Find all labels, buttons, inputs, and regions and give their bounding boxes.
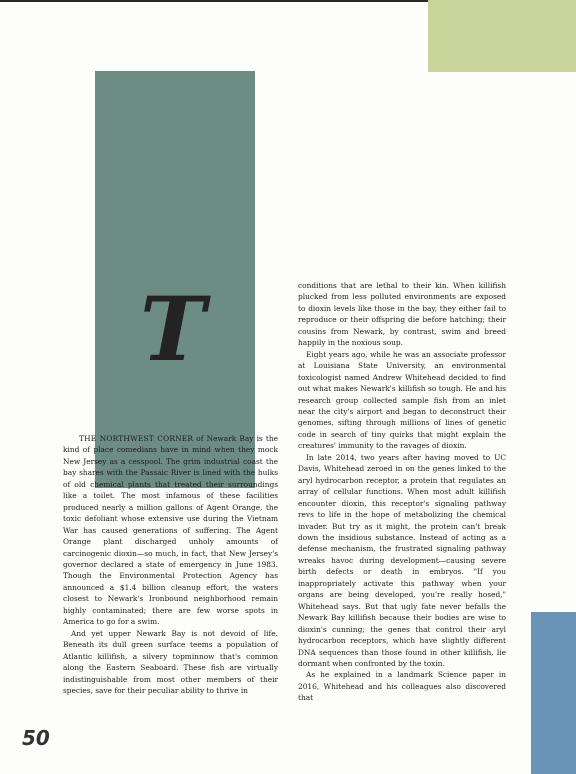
- blue-accent-block: [531, 612, 576, 774]
- drop-cap: T: [140, 277, 206, 381]
- right-text-column: [298, 280, 506, 704]
- article-paragraph: [63, 433, 278, 628]
- green-accent-block: [428, 0, 576, 72]
- paragraph-text: of Newark Bay is the kind of place comedians have in mind when they mock New Jersey as a cesspool. The grim industrial coast the bay shares with the Passaic River is lined with the hulks of old chemical plants that treated their surroundings like a toilet. The most infamous of these facilities produced nearly a million gallons of Agent Orange, the toxic defoliant whose extensive use during the Vietnam War has caused generations of suffering. The Agent Orange plant discharged unholy amounts of carcinogenic dioxin—so much, in fact, that New Jersey's governor declared a state of emergency in June 1983. Though the Environmental Protection Agency has announced a $1.4 billion cleanup effort, the waters closest to Newark's Ironbound neighborhood remain highly contaminated; there are few worse spots in America to go for a swim.: [63, 434, 278, 627]
- lead-in-text: THE NORTHWEST CORNER: [79, 434, 194, 443]
- page-number: 50: [22, 726, 50, 750]
- article-paragraph: And yet upper Newark Bay is not devoid of life. Beneath its dull green surface teems a population of Atlantic killifish, a silvery topminnow that's common along the Eastern Seaboard. These fish are virtually indistinguishable from most other members of their species, save for their peculiar ability to thrive in: [63, 628, 278, 695]
- article-paragraph: conditions that are lethal to their kin. When killifish plucked from less polluted environments are exposed to dioxin levels like those in the bay, they either fail to reproduce or their offspring die before hatching; their cousins from Newark, by contrast, swim and breed happily in the noxious soup.: [298, 281, 506, 348]
- left-text-column: [63, 433, 278, 696]
- article-paragraph: In late 2014, two years after having moved to UC Davis, Whitehead zeroed in on the genes linked to the aryl hydrocarbon receptor, a protein that regulates an array of cellular functions. When most adult killifish encounter dioxin, this receptor's signaling pathway revs to life in the hope of metabolizing the chemical invader. But try as it might, the protein can't break down the insidious substance. Instead of acting as a defense mechanism, the frustrated signaling pathway wreaks havoc during development—causing severe birth defects or death in embryos. "If you inappropriately activate this pathway when your organs are being developed, you're really hosed," Whitehead says. But that ugly fate never befalls the Newark Bay killifish because their bodies are wise to dioxin's cunning; the genes that control their aryl hydrocarbon receptors, which have slightly different DNA sequences than those found in other killifish, lie dormant when confronted by the toxin.: [298, 452, 506, 668]
- article-paragraph: Eight years ago, while he was an associate professor at Louisiana State University, an environmental toxicologist named Andrew Whitehead decided to find out what makes Newark's killifish so tough. He and his research group collected sample fish from an inlet near the city's airport and began to deconstruct their genomes, sifting through millions of lines of genetic code in search of tiny quirks that might explain the creatures' immunity to the ravages of dioxin.: [298, 349, 506, 451]
- article-paragraph: As he explained in a landmark Science paper in 2016, Whitehead and his colleagues also discovered that: [298, 670, 506, 703]
